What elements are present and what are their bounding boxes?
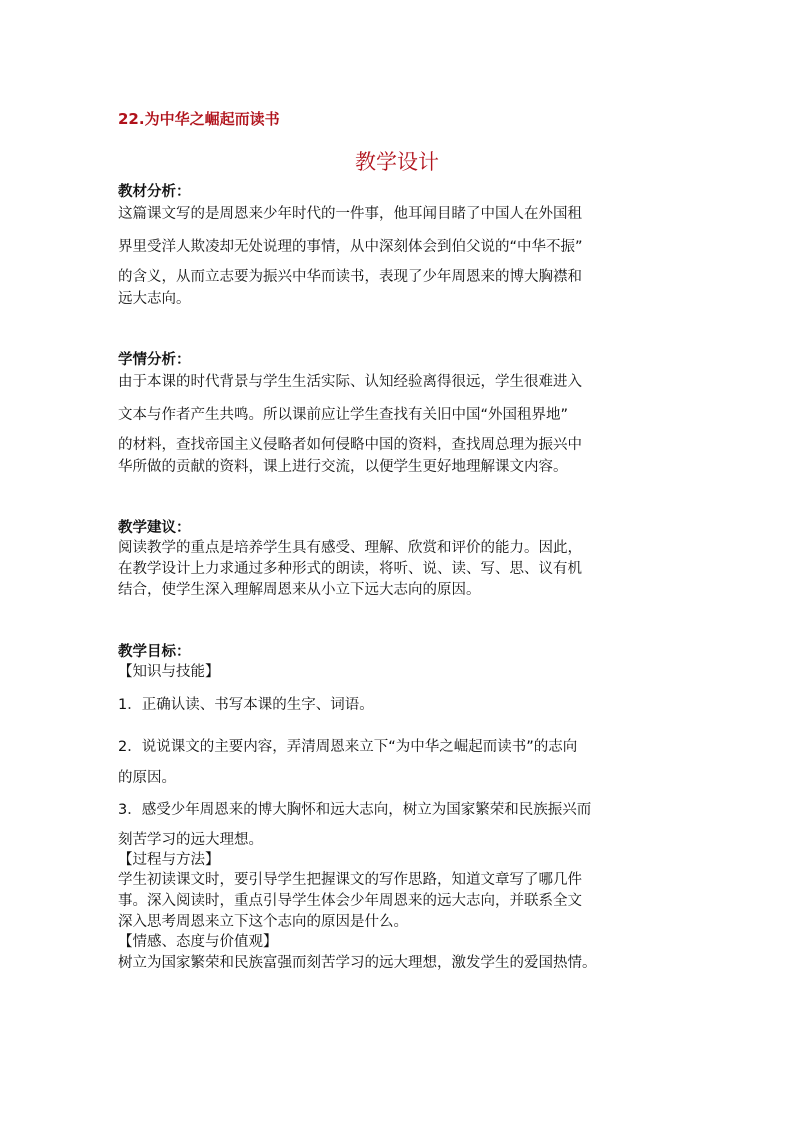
paragraph-line: 学生初读课文时，要引导学生把握课文的写作思路，知道文章写了哪几件	[118, 872, 582, 888]
paragraph-line: 在教学设计上力求通过多种形式的朗读，将听、说、读、写、思、议有机	[118, 561, 582, 577]
process-methods-label: 【过程与方法】	[118, 852, 220, 868]
document-title: 教学设计	[355, 150, 439, 174]
goal-item: 2．说说课文的主要内容，弄清周恩来立下“为中华之崛起而读书”的志向	[118, 739, 578, 755]
knowledge-skills-label: 【知识与技能】	[118, 664, 220, 680]
material-analysis-heading: 教材分析：	[118, 184, 191, 200]
student-analysis-heading: 学情分析：	[118, 352, 191, 368]
paragraph-line: 的含义，从而立志要为振兴中华而读书，表现了少年周恩来的博大胸襟和	[118, 269, 582, 285]
paragraph-line: 远大志向。	[118, 291, 191, 307]
lesson-title: 22.为中华之崛起而读书	[118, 110, 280, 128]
paragraph-line: 界里受洋人欺凌却无处说理的事情，从中深刻体会到伯父说的“中华不振”	[118, 239, 583, 255]
paragraph-line: 由于本课的时代背景与学生生活实际、认知经验离得很远，学生很难进入	[118, 374, 582, 390]
paragraph-line: 事。深入阅读时，重点引导学生体会少年周恩来的远大志向，并联系全文	[118, 893, 582, 909]
paragraph-line: 文本与作者产生共鸣。所以课前应让学生查找有关旧中国“外国租界地”	[118, 407, 569, 423]
goal-item: 1．正确认读、书写本课的生字、词语。	[118, 697, 374, 713]
goal-item: 的原因。	[118, 770, 176, 786]
teaching-suggestions-heading: 教学建议：	[118, 520, 191, 536]
paragraph-line: 阅读教学的重点是培养学生具有感受、理解、欣赏和评价的能力。因此，	[118, 540, 582, 556]
paragraph-line: 结合，使学生深入理解周恩来从小立下远大志向的原因。	[118, 582, 481, 598]
paragraph-line: 的材料，查找帝国主义侵略者如何侵略中国的资料，查找周总理为振兴中	[118, 437, 582, 453]
paragraph-line: 深入思考周恩来立下这个志向的原因是什么。	[118, 914, 408, 930]
paragraph-line: 华所做的贡献的资料，课上进行交流，以便学生更好地理解课文内容。	[118, 459, 568, 475]
goal-item: 刻苦学习的远大理想。	[118, 832, 263, 848]
goal-item: 3．感受少年周恩来的博大胸怀和远大志向，树立为国家繁荣和民族振兴而	[118, 802, 592, 818]
emotion-values-label: 【情感、态度与价值观】	[118, 934, 278, 950]
paragraph-line: 树立为国家繁荣和民族富强而刻苦学习的远大理想，激发学生的爱国热情。	[118, 955, 597, 971]
paragraph-line: 这篇课文写的是周恩来少年时代的一件事，他耳闻目睹了中国人在外国租	[118, 206, 582, 222]
teaching-goals-heading: 教学目标：	[118, 644, 191, 660]
